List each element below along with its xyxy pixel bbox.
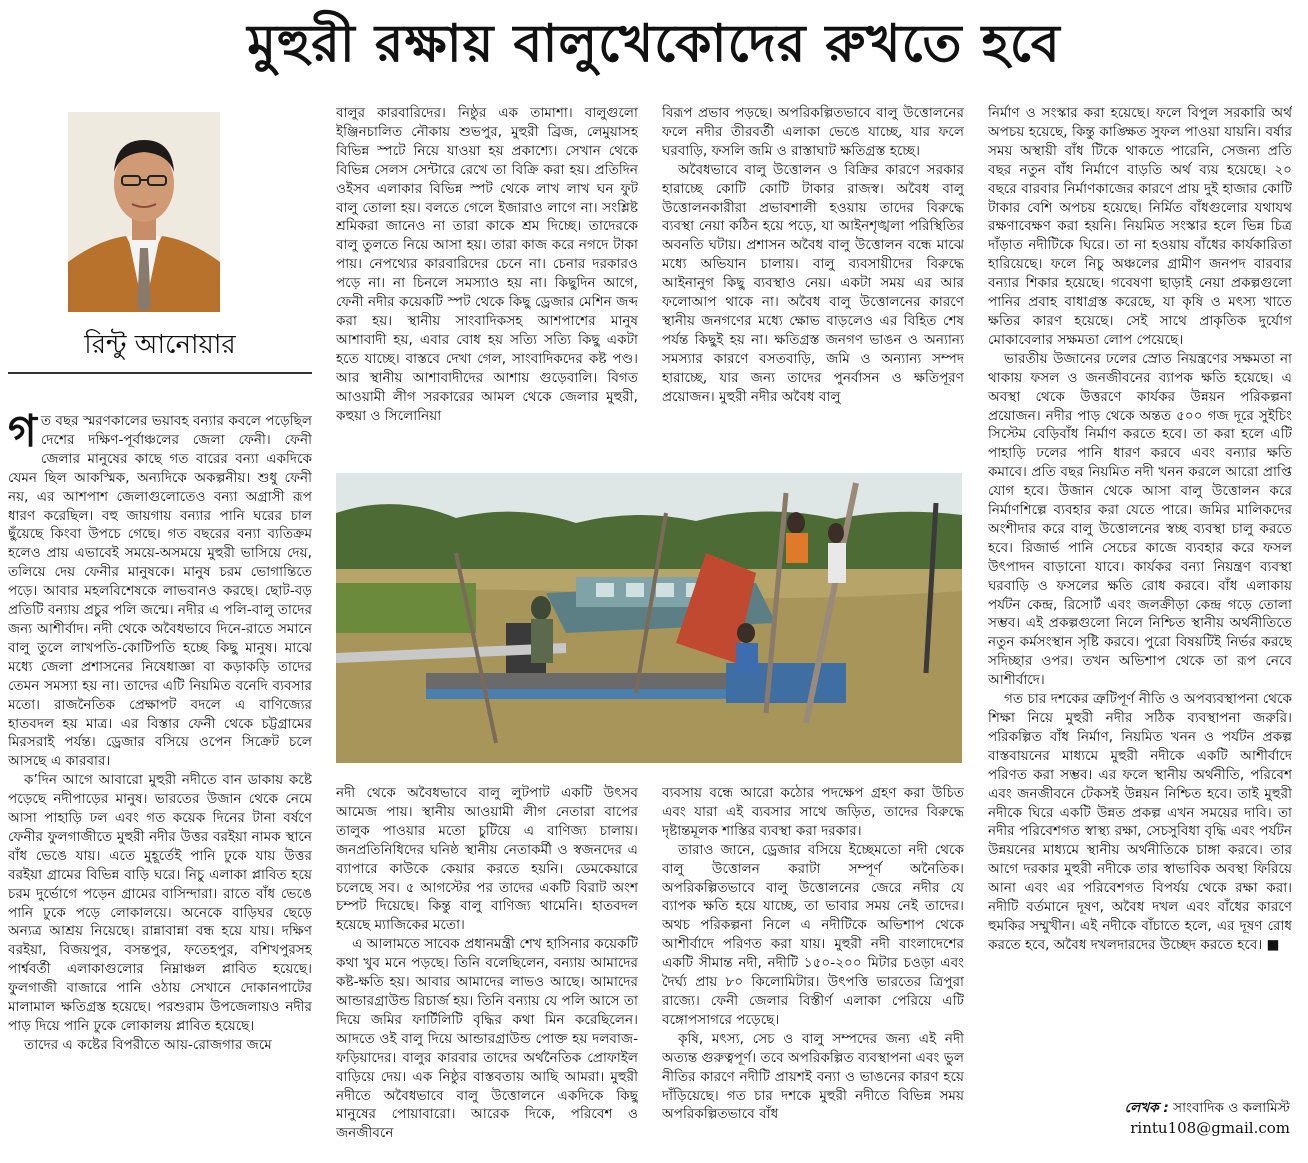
- writer-role: সাংবাদিক ও কলামিস্ট: [1173, 1100, 1290, 1116]
- paragraph: বালুর কারবারিদের। নিষ্ঠুর এক তামাশা। বালুগুলো ইঞ্জিনচালিত নৌকায় শুভপুর, মুহুরী ব্রিজ, লেমুয়াসহ বিভিন্ন স্পটে নিয়ে যাওয়া হয় প্রকাশ্যে। সেখান থেকে বিভিন্ন সেলস সেন্টারে রেখে তা বিক্রি করা হয়। প্রতিদিন ওইসব এলাকার বিভিন্ন স্পট থেকে লাখ লাখ ঘন ফুট বালু তোলা হয়। বলতে গেলে ইজারাও লাগে না। সংশ্লিষ্ট শ্রমিকরা জানেও না তারা কাকে শ্রম দিচ্ছে। তাদেরকে বালু তুলতে নিয়ে আসা হয়। তারা কাজ করে নগদে টাকা পায়। নেপথ্যের কারবারিদের চেনে না। চেনার দরকারও পড়ে না। না চিনলে সমস্যাও হয় না। কিছুদিন আগে, ফেনী নদীর কয়েকটি স্পট থেকে কিছু ড্রেজার মেশিন জব্দ করা হয়। স্থানীয় সাংবাদিকসহ আশপাশের মানুষ আশাবাদী হয়, এবার বোধ হয় সত্যি সত্যি কিছু একটা হতে যাচ্ছে। বাস্তবে দেখা গেল, সাংবাদিকদের কষ্ট পণ্ড। আর স্থানীয় আশাবাদীদের আশায় গুড়েবালি। বিগত আওয়ামী লীগ সরকারের আমল থেকে জেলার মুহুরী, কহুয়া ও সিলোনিয়া: [336, 105, 638, 424]
- paragraph: এ আলামতে সাবেক প্রধানমন্ত্রী শেখ হাসিনার কয়েকটি কথা খুব মনে পড়ছে। তিনি বলেছিলেন, বন্যায় আমাদের কষ্ট-ক্ষতি হয়। আবার আমাদের লাভও আছে। আমাদের আন্ডারগ্রাউন্ড রিচার্জ হয়। তিনি বন্যায় যে পলি আসে তা দিয়ে জমির ফার্টিলিটি বৃদ্ধির কথা মিন করেছিলেন। আদতে ওই বালু দিয়ে আন্ডারগ্রাউন্ড পোক্ত হয় দলবাজ-ফড়িয়াদের। বালুর কারবার তাদের অর্থনৈতিক প্রোফাইল বাড়িয়ে দেয়। এক নিষ্ঠুর বাস্তবতায় আছি আমরা। মুহুরী নদীতে অবৈধভাবে বালু উত্তোলনে একদিকে কিছু মানুষের পোয়াবারো। আরেক দিকে, পরিবেশ ও জনজীবনে: [336, 936, 638, 1142]
- column-3-bottom: [662, 784, 964, 1154]
- paragraph: গত বছর স্মরণকালের ভয়াবহ বন্যার কবলে পড়েছিল দেশের দক্ষিণ-পূর্বাঞ্চলের জেলা ফেনী। ফেনী জেলার মানুষের কাছে গত বারের বন্যা একদিকে যেমন ছিল আকস্মিক, অন্যদিকে অকল্পনীয়। শুধু ফেনী নয়, এর আশপাশ জেলাগুলোতেও বন্যা অগ্রাসী রূপ ধারণ করেছিল। বহু জায়গায় বন্যার পানি ঘরের চাল ছুঁয়েছে কিংবা উপচে গেছে। গত বছরের বন্যা ব্যতিক্রম হলেও প্রায় এভাবেই সময়ে-অসময়ে মুহুরী ভাসিয়ে দেয়, তলিয়ে দেয় ফেনীর মানুষকে। মানুষ চরম ভোগান্তিতে পড়ে। আবার মহলবিশেষকে লাভবানও করছে। ছোট-বড় প্রতিটি বন্যায় প্রচুর পলি জন্মে। নদীর এ পলি-বালু তাদের জন্য আশীর্বাদ। নদী থেকে অবৈধভাবে দিনে-রাতে সমানে বালু তুলে লাখপতি-কোটিপতি হচ্ছে কিছু মানুষ। মাঝে মধ্যে জেলা প্রশাসনের নিষেধাজ্ঞা বা কড়াকড়ি তাদের তেমন সমস্যা হয় না। তাদের এটি নিয়মিত বনেদি ব্যবসার মতো। রাজনৈতিক প্রেক্ষাপট বদলে এ বাণিজ্যের হাতবদল হয় মাত্র। এর বিস্তার ফেনী থেকে চট্টগ্রামের মিরসরাই পর্যন্ত। ড্রেজার বসিয়ে ওপেন সিক্রেট চলে আসছে এ কারবার।: [8, 412, 312, 770]
- dredging-photo: [336, 473, 962, 763]
- column-1: [8, 412, 312, 1152]
- column-4: [988, 104, 1292, 1092]
- paragraph: ব্যবসায় বন্ধে আরো কঠোর পদক্ষেপ গ্রহণ করা উচিত এবং যারা এই ব্যবসার সাথে জড়িত, তাদের বিরুদ্ধে দৃষ্টান্তমূলক শাস্তির ব্যবস্থা করা দরকার।: [662, 785, 964, 839]
- paragraph: কৃষি, মৎস্য, সেচ ও বালু সম্পদের জন্য এই নদী অত্যন্ত গুরুত্বপূর্ণ। তবে অপরিকল্পিত ব্যবস্থাপনা এবং ভুল নীতির কারণে নদীটি প্রায়শই বন্যা ও ভাঙনের কারণ হয়ে দাঁড়িয়েছে। গত চার দশকে মুহুরী নদীতে বিভিন্ন সময় অপরিকল্পিতভাবে বাঁধ: [662, 1030, 964, 1123]
- paragraph: তারাও জানে, ড্রেজার বসিয়ে ইচ্ছেমতো নদী থেকে বালু উত্তোলন করাটা সম্পূর্ণ অনৈতিক। অপরিকল্পিতভাবে বালু উত্তোলনের জেরে নদীর যে ব্যাপক ক্ষতি হয়ে যাচ্ছে, তা ভাবার সময় নেই তাদের। অথচ পরিকল্পনা নিলে এ নদীটিকে অভিশাপ থেকে আশীর্বাদে পরিণত করা যায়। মুহুরী নদী বাংলাদেশের একটি সীমান্ত নদী, নদীটি ১৫০-২০০ মিটার চওড়া এবং দৈর্ঘ্য প্রায় ৮০ কিলোমিটার। উৎপত্তি ভারতের ত্রিপুরা রাজ্যে। ফেনী জেলার বিস্তীর্ণ এলাকা পেরিয়ে এটি বঙ্গোপসাগরে পড়েছে।: [662, 841, 964, 1028]
- paragraph: ভারতীয় উজানের ঢলের স্রোত নিয়ন্ত্রণের সক্ষমতা না থাকায় ফসল ও জনজীবনের ব্যাপক ক্ষতি হয়েছে। এ অবস্থা থেকে উত্তরণে কার্যকর উন্নয়ন পরিকল্পনা প্রয়োজন। নদীর পাড় থেকে অন্তত ৫০০ গজ দূরে সুইচিং সিস্টেম বেড়িবাঁধ নির্মাণ করতে হবে। তা করা হলে এটি পাহাড়ি ঢলের পানি ধারণ করবে এবং বন্যার ক্ষতি কমাবে। প্রতি বছর নিয়মিত নদী খনন করলে আরো প্রাপ্তি যোগ হবে। উজান থেকে আসা বালু উত্তোলন করে নির্মাণশিল্পে ব্যবহার করা যেতে পারে। জমির মালিকদের অংশীদার করে বালু উত্তোলনের স্বচ্ছ ব্যবস্থা চালু করতে হবে। রিজার্ভ পানি সেচের কাজে ব্যবহার করে ফসল উৎপাদন বাড়ানো যাবে। কার্যকর বন্যা নিয়ন্ত্রণ ব্যবস্থা ঘরবাড়ি ও ফসলের ক্ষতি রোধ করবে। বাঁধ এলাকায় পর্যটন কেন্দ্র, রিসোর্ট এবং জলক্রীড়া কেন্দ্র গড়ে তোলা সম্ভব। এই প্রকল্পগুলো নিলে নিশ্চিত স্থানীয় অর্থনীতিতে নতুন কর্মসংস্থান সৃষ্টি করবে। পুরো বিষয়টিই নির্ভর করছে সদিচ্ছার ওপর। তখন অভিশাপ থেকে তা রূপ নেবে আশীর্বাদে।: [988, 350, 1292, 689]
- paragraph: বিরূপ প্রভাব পড়ছে। অপরিকল্পিতভাবে বালু উত্তোলনের ফলে নদীর তীরবর্তী এলাকা ভেঙে যাচ্ছে, যার ফলে ঘরবাড়ি, ফসলি জমি ও রাস্তাঘাট ক্ষতিগ্রস্ত হচ্ছে।: [662, 105, 964, 159]
- author-photo: [68, 112, 220, 312]
- paragraph: গত চার দশকের ত্রুটিপূর্ণ নীতি ও অপব্যবস্থাপনা থেকে শিক্ষা নিয়ে মুহুরী নদীর সঠিক ব্যবস্থাপনা জরুরি। পরিকল্পিত বাঁধ নির্মাণ, নিয়মিত খনন ও পর্যটন প্রকল্প বাস্তবায়নের মাধ্যমে মুহুরী নদীকে একটি আশীর্বাদে পরিণত করা সম্ভব। এর ফলে স্থানীয় অর্থনীতি, পরিবেশ এবং জনজীবনে টেকসই উন্নয়ন নিশ্চিত হবে। তাই মুহুরী নদীকে ঘিরে একটি উন্নত প্রকল্প এখন সময়ের দাবি। তা নদীর পরিবেশগত স্বাস্থ্য রক্ষা, সেচসুবিধা বৃদ্ধি এবং পর্যটন উন্নয়নের মাধ্যমে স্থানীয় অর্থনীতিকে চাঙ্গা করবে। তার আগে দরকার মুহুরী নদীকে তার স্বাভাবিক অবস্থা ফিরিয়ে আনা এবং এর পরিবেশগত বিপর্যয় থেকে রক্ষা করা। নদীটি বর্তমানে দূষণ, অবৈধ দখল এবং বাঁধের কারণে হুমকির সম্মুখীন। এই নদীকে বাঁচাতে হলে, এর দূষণ রোধ করতে হবে, অবৈধ দখলদারদের উচ্ছেদ করতে হবে। ■: [988, 691, 1292, 953]
- headline: মুহুরী রক্ষায় বালুখেকোদের রুখতে হবে: [247, 13, 1061, 74]
- author-divider: [8, 372, 312, 374]
- column-2-bottom: [336, 784, 638, 1154]
- paragraph: ক’দিন আগে আবারো মুহুরী নদীতে বান ডাকায় কষ্টে পড়েছে নদীপাড়ের মানুষ। ভারতের উজান থেকে নেমে আসা পাহাড়ি ঢল এবং গত কয়েক দিনের টানা বর্ষণে ফেনীর ফুলগাজীতে মুহুরী নদীর উত্তর বরইয়া নামক স্থানে বাঁধ ভেঙে যায়। এতে মুহূর্তেই পানি ঢুকে যায় উত্তর বরইয়া গ্রামের বিভিন্ন বাড়ি ঘরে। নিচু এলাকা প্লাবিত হয়ে চরম দুর্ভোগে পড়েন গ্রামের বাসিন্দারা। রাতে বাঁধ ভেঙে পানি ঢুকে পড়ে লোকালয়ে। অনেকে বাড়িঘর ছেড়ে অন্যত্র আশ্রয় নিয়েছে। রান্নাবান্না বন্ধ হয়ে যায়। দক্ষিণ বরইয়া, বিজয়পুর, বসন্তপুর, ফতেহপুর, বশিখপুরসহ পার্শ্ববর্তী এলাকাগুলোর নিম্নাঞ্চল প্লাবিত হয়েছে। ফুলগাজী বাজারে পানি ওঠায় সেখানে দোকানপাটের মালামাল ক্ষতিগ্রস্ত হয়েছে। পরশুরাম উপজেলায়ও নদীর পাড় দিয়ে পানি ঢুকে লোকালয় প্লাবিত হয়েছে।: [8, 772, 312, 1034]
- paragraph: নির্মাণ ও সংস্কার করা হয়েছে। ফলে বিপুল সরকারি অর্থ অপচয় হয়েছে, কিন্তু কাঙ্ক্ষিত সুফল পাওয়া যায়নি। বর্ষার সময় অস্থায়ী বাঁধ টিকে থাকতে পারেনি, সেজন্য প্রতি বছর নতুন বাঁধ নির্মাণে বাড়তি অর্থ ব্যয় হয়েছে। ২০ বছরে বারবার নির্মাণকাজের কারণে প্রায় দুই হাজার কোটি টাকার বেশি অপচয় হয়েছে। নির্মিত বাঁধগুলোর যথাযথ রক্ষণাবেক্ষণ করা হয়নি। নিয়মিত সংস্কার হলে ভিন্ন চিত্র দাঁড়াত নদীটিকে ঘিরে। তা না হওয়ায় বাঁধের কার্যকারিতা হারিয়েছে। ফলে নিচু অঞ্চলের গ্রামীণ জনপদ বারবার বন্যার শিকার হয়েছে। গবেষণা ছাড়াই নেয়া প্রকল্পগুলো পানির প্রবাহ বাধাগ্রস্ত করেছে, যা কৃষি ও মৎস্য খাতে ক্ষতির কারণ হয়েছে। সেই সাথে প্রাকৃতিক দুর্যোগ মোকাবেলার সক্ষমতা লোপ পেয়েছে।: [988, 105, 1292, 348]
- column-2-top: [336, 104, 638, 466]
- drop-cap: গ: [8, 412, 37, 457]
- writer-credit: [990, 1098, 1290, 1138]
- author-name: রিন্টু আনোয়ার: [84, 330, 236, 360]
- paragraph: তাদের এ কষ্টের বিপরীতে আয়-রোজগার জমে: [24, 1036, 272, 1053]
- column-3-top: [662, 104, 964, 466]
- paragraph: অবৈধভাবে বালু উত্তোলন ও বিক্রির কারণে সরকার হারাচ্ছে কোটি কোটি টাকার রাজস্ব। অবৈধ বালু উত্তোলনকারীরা প্রভাবশালী হওয়ায় তাদের বিরুদ্ধে ব্যবস্থা নেয়া কঠিন হয়ে পড়ে, যা আইনশৃঙ্খলা পরিস্থিতির অবনতি ঘটায়। প্রশাসন অবৈধ বালু উত্তোলন বন্ধে মাঝে মধ্যে অভিযান চালায়। বালু ব্যবসায়ীদের বিরুদ্ধে আইনানুগ কিছু ব্যবস্থাও নেয়। একটা সময় এর আর ফলোআপ থাকে না। অবৈধ বালু উত্তোলনের কারণে স্থানীয় জনগণের মধ্যে ক্ষোভ বাড়লেও এর বিহিত শেষ পর্যন্ত কিছুই হয় না। ক্ষতিগ্রস্ত জনগণ ভাঙন ও অন্যান্য সমস্যার কারণে বসতবাড়ি, জমি ও অন্যান্য সম্পদ হারাচ্ছে, যার জন্য তাদের পুনর্বাসন ও ক্ষতিপূরণ প্রয়োজন। মুহুরী নদীর অবৈধ বালু: [662, 161, 964, 405]
- paragraph: নদী থেকে অবৈধভাবে বালু লুটপাট একটি উৎসব আমেজ পায়। স্থানীয় আওয়ামী লীগ নেতারা বাপের তালুক পাওয়ার মতো চুটিয়ে এ বাণিজ্য চালায়। জনপ্রতিনিধিদের ঘনিষ্ঠ স্থানীয় নেতাকর্মী ও স্বজনদের এ ব্যাপারে কাউকে কেয়ার করতে হয়নি। ডেমকেয়ারে চলেছে সব। ৫ আগস্টের পর তাদের একটি বিরাট অংশ চম্পট দিয়েছে। কিন্তু বালু বাণিজ্য থামেনি। হাতবদল হয়েছে ম্যাজিকের মতো।: [336, 785, 638, 934]
- writer-label: লেখক :: [1124, 1100, 1169, 1116]
- writer-email[interactable]: rintu108@gmail.com: [1130, 1119, 1290, 1137]
